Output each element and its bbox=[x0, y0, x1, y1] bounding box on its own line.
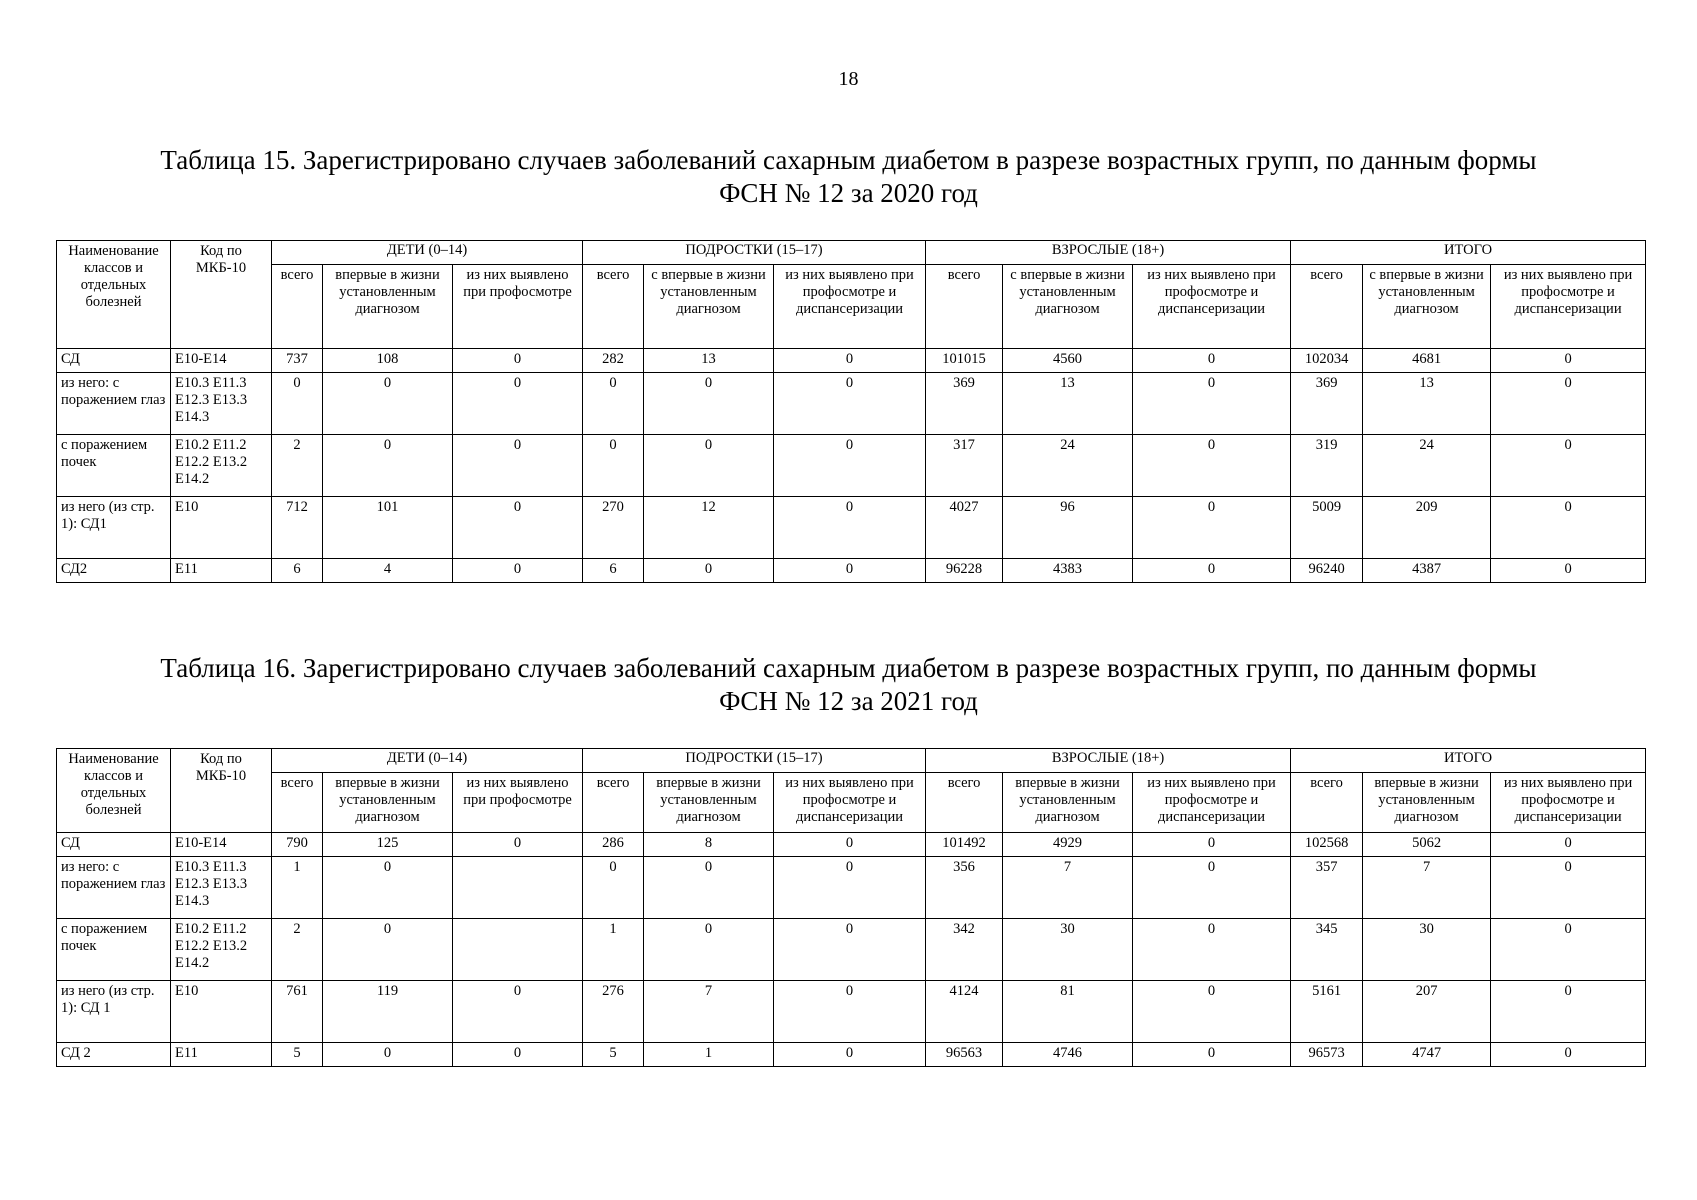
value-cell: 0 bbox=[774, 373, 926, 435]
value-cell: 0 bbox=[644, 373, 774, 435]
value-cell: 1 bbox=[644, 1043, 774, 1067]
value-cell: 101015 bbox=[926, 349, 1003, 373]
value-cell: 0 bbox=[453, 497, 583, 559]
header-code: Код по МКБ-10 bbox=[171, 241, 272, 349]
value-cell: 0 bbox=[323, 919, 453, 981]
subheader-cell: впервые в жизни установленным диагнозом bbox=[1003, 773, 1133, 833]
value-cell: 0 bbox=[774, 981, 926, 1043]
value-cell bbox=[453, 857, 583, 919]
group-adults: ВЗРОСЛЫЕ (18+) bbox=[926, 749, 1291, 773]
table-row bbox=[57, 919, 1646, 981]
value-cell: 2 bbox=[272, 435, 323, 497]
value-cell: 0 bbox=[1491, 349, 1646, 373]
value-cell: 0 bbox=[323, 435, 453, 497]
value-cell: 4027 bbox=[926, 497, 1003, 559]
row-code: E10.3 E11.3 E12.3 E13.3 E14.3 bbox=[171, 373, 272, 435]
value-cell: 0 bbox=[1491, 857, 1646, 919]
value-cell: 286 bbox=[583, 833, 644, 857]
table-row bbox=[57, 559, 1646, 583]
group-total: ИТОГО bbox=[1291, 749, 1646, 773]
value-cell: 4747 bbox=[1363, 1043, 1491, 1067]
value-cell: 125 bbox=[323, 833, 453, 857]
value-cell: 319 bbox=[1291, 435, 1363, 497]
value-cell: 96563 bbox=[926, 1043, 1003, 1067]
value-cell: 0 bbox=[323, 373, 453, 435]
value-cell: 5161 bbox=[1291, 981, 1363, 1043]
value-cell: 0 bbox=[1133, 559, 1291, 583]
row-code: E10 bbox=[171, 981, 272, 1043]
row-name: СД bbox=[57, 349, 171, 373]
value-cell: 4124 bbox=[926, 981, 1003, 1043]
subheader-cell: из них выявлено при профосмотре и диспансеризации bbox=[774, 265, 926, 349]
subheader-cell: впервые в жизни установленным диагнозом bbox=[1363, 773, 1491, 833]
value-cell: 30 bbox=[1363, 919, 1491, 981]
value-cell: 5062 bbox=[1363, 833, 1491, 857]
value-cell: 13 bbox=[1003, 373, 1133, 435]
subheader-cell: всего bbox=[926, 773, 1003, 833]
value-cell: 0 bbox=[323, 857, 453, 919]
table-15 bbox=[56, 240, 1646, 583]
subheader-cell: всего bbox=[272, 773, 323, 833]
table-row bbox=[57, 497, 1646, 559]
table-16 bbox=[56, 748, 1646, 1067]
value-cell: 6 bbox=[583, 559, 644, 583]
value-cell: 0 bbox=[272, 373, 323, 435]
value-cell: 276 bbox=[583, 981, 644, 1043]
value-cell: 119 bbox=[323, 981, 453, 1043]
row-code: E10.2 E11.2 E12.2 E13.2 E14.2 bbox=[171, 919, 272, 981]
value-cell: 0 bbox=[1133, 1043, 1291, 1067]
value-cell: 317 bbox=[926, 435, 1003, 497]
table-16-title-line2: ФСН № 12 за 2021 год bbox=[719, 686, 978, 716]
value-cell: 96 bbox=[1003, 497, 1133, 559]
value-cell: 0 bbox=[774, 497, 926, 559]
value-cell: 0 bbox=[1133, 497, 1291, 559]
subheader-cell: из них выявлено при профосмотре и диспансеризации bbox=[1491, 265, 1646, 349]
table-row bbox=[57, 981, 1646, 1043]
subheader-cell: впервые в жизни установленным диагнозом bbox=[323, 265, 453, 349]
value-cell: 0 bbox=[453, 981, 583, 1043]
value-cell: 102034 bbox=[1291, 349, 1363, 373]
row-code: E11 bbox=[171, 559, 272, 583]
subheader-cell: из них выявлено при профосмотре bbox=[453, 265, 583, 349]
value-cell: 342 bbox=[926, 919, 1003, 981]
value-cell: 30 bbox=[1003, 919, 1133, 981]
value-cell: 0 bbox=[1133, 833, 1291, 857]
value-cell: 96228 bbox=[926, 559, 1003, 583]
subheader-cell: из них выявлено при профосмотре и диспансеризации bbox=[774, 773, 926, 833]
value-cell: 81 bbox=[1003, 981, 1133, 1043]
value-cell: 5009 bbox=[1291, 497, 1363, 559]
subheader-cell: из них выявлено при профосмотре и диспансеризации bbox=[1491, 773, 1646, 833]
table-15-title bbox=[100, 144, 1597, 210]
value-cell: 0 bbox=[774, 1043, 926, 1067]
subheader-cell: с впервые в жизни установленным диагнозом bbox=[1363, 265, 1491, 349]
subheader-cell: с впервые в жизни установленным диагнозом bbox=[1003, 265, 1133, 349]
value-cell: 101 bbox=[323, 497, 453, 559]
table-row bbox=[57, 1043, 1646, 1067]
value-cell: 0 bbox=[1133, 349, 1291, 373]
row-code: E11 bbox=[171, 1043, 272, 1067]
value-cell: 24 bbox=[1363, 435, 1491, 497]
value-cell: 0 bbox=[583, 857, 644, 919]
value-cell: 12 bbox=[644, 497, 774, 559]
value-cell: 96573 bbox=[1291, 1043, 1363, 1067]
value-cell: 369 bbox=[1291, 373, 1363, 435]
value-cell: 1 bbox=[583, 919, 644, 981]
subheader-cell: из них выявлено при профосмотре bbox=[453, 773, 583, 833]
value-cell: 0 bbox=[1491, 497, 1646, 559]
value-cell: 0 bbox=[1133, 919, 1291, 981]
value-cell: 0 bbox=[644, 435, 774, 497]
value-cell: 24 bbox=[1003, 435, 1133, 497]
row-code: E10 bbox=[171, 497, 272, 559]
group-adults: ВЗРОСЛЫЕ (18+) bbox=[926, 241, 1291, 265]
value-cell: 209 bbox=[1363, 497, 1491, 559]
value-cell: 7 bbox=[644, 981, 774, 1043]
value-cell: 0 bbox=[1133, 373, 1291, 435]
subheader-cell: всего bbox=[1291, 265, 1363, 349]
table-row bbox=[57, 857, 1646, 919]
value-cell: 102568 bbox=[1291, 833, 1363, 857]
subheader-cell: впервые в жизни установленным диагнозом bbox=[323, 773, 453, 833]
value-cell: 2 bbox=[272, 919, 323, 981]
value-cell: 369 bbox=[926, 373, 1003, 435]
value-cell: 0 bbox=[583, 435, 644, 497]
value-cell: 0 bbox=[1133, 981, 1291, 1043]
value-cell: 790 bbox=[272, 833, 323, 857]
value-cell: 0 bbox=[1491, 833, 1646, 857]
value-cell: 0 bbox=[774, 833, 926, 857]
value-cell: 0 bbox=[774, 919, 926, 981]
value-cell: 712 bbox=[272, 497, 323, 559]
value-cell: 0 bbox=[1491, 373, 1646, 435]
subheader-cell: из них выявлено при профосмотре и диспансеризации bbox=[1133, 265, 1291, 349]
value-cell: 0 bbox=[1491, 1043, 1646, 1067]
value-cell: 13 bbox=[1363, 373, 1491, 435]
value-cell: 5 bbox=[583, 1043, 644, 1067]
group-total: ИТОГО bbox=[1291, 241, 1646, 265]
value-cell: 108 bbox=[323, 349, 453, 373]
row-name: СД bbox=[57, 833, 171, 857]
row-code: E10-E14 bbox=[171, 833, 272, 857]
value-cell: 0 bbox=[453, 833, 583, 857]
value-cell: 0 bbox=[453, 435, 583, 497]
value-cell: 0 bbox=[1491, 919, 1646, 981]
table-15-title-line1: Таблица 15. Зарегистрировано случаев заболеваний сахарным диабетом в разрезе возрастных групп, по данным формы bbox=[160, 145, 1537, 175]
value-cell: 7 bbox=[1363, 857, 1491, 919]
value-cell: 357 bbox=[1291, 857, 1363, 919]
value-cell: 345 bbox=[1291, 919, 1363, 981]
value-cell: 0 bbox=[1491, 559, 1646, 583]
group-children: ДЕТИ (0–14) bbox=[272, 749, 583, 773]
row-name: из него: с поражением глаз bbox=[57, 857, 171, 919]
value-cell: 0 bbox=[1491, 981, 1646, 1043]
subheader-cell: всего bbox=[1291, 773, 1363, 833]
value-cell: 7 bbox=[1003, 857, 1133, 919]
value-cell: 96240 bbox=[1291, 559, 1363, 583]
value-cell: 5 bbox=[272, 1043, 323, 1067]
value-cell: 0 bbox=[1133, 857, 1291, 919]
value-cell: 4929 bbox=[1003, 833, 1133, 857]
value-cell: 0 bbox=[453, 349, 583, 373]
value-cell: 270 bbox=[583, 497, 644, 559]
table-row bbox=[57, 435, 1646, 497]
table-15-title-line2: ФСН № 12 за 2020 год bbox=[719, 178, 978, 208]
row-name: из него: с поражением глаз bbox=[57, 373, 171, 435]
row-name: СД 2 bbox=[57, 1043, 171, 1067]
value-cell: 0 bbox=[453, 1043, 583, 1067]
value-cell: 4387 bbox=[1363, 559, 1491, 583]
header-name: Наименование классов и отдельных болезней bbox=[57, 241, 171, 349]
group-teens: ПОДРОСТКИ (15–17) bbox=[583, 241, 926, 265]
value-cell: 0 bbox=[644, 559, 774, 583]
value-cell: 8 bbox=[644, 833, 774, 857]
subheader-cell: из них выявлено при профосмотре и диспансеризации bbox=[1133, 773, 1291, 833]
header-code: Код по МКБ-10 bbox=[171, 749, 272, 833]
table-row bbox=[57, 349, 1646, 373]
row-code: E10.2 E11.2 E12.2 E13.2 E14.2 bbox=[171, 435, 272, 497]
subheader-cell: всего bbox=[272, 265, 323, 349]
row-name: с поражением почек bbox=[57, 919, 171, 981]
value-cell: 0 bbox=[453, 373, 583, 435]
row-name: с поражением почек bbox=[57, 435, 171, 497]
row-name: из него (из стр. 1): СД1 bbox=[57, 497, 171, 559]
table-16-title-line1: Таблица 16. Зарегистрировано случаев заболеваний сахарным диабетом в разрезе возрастных групп, по данным формы bbox=[160, 653, 1537, 683]
value-cell: 0 bbox=[774, 857, 926, 919]
value-cell: 0 bbox=[644, 919, 774, 981]
value-cell: 0 bbox=[644, 857, 774, 919]
row-code: E10-E14 bbox=[171, 349, 272, 373]
value-cell: 6 bbox=[272, 559, 323, 583]
value-cell: 4560 bbox=[1003, 349, 1133, 373]
value-cell: 0 bbox=[323, 1043, 453, 1067]
subheader-cell: всего bbox=[926, 265, 1003, 349]
subheader-cell: впервые в жизни установленным диагнозом bbox=[644, 773, 774, 833]
value-cell: 13 bbox=[644, 349, 774, 373]
page-number: 18 bbox=[838, 68, 859, 90]
value-cell: 0 bbox=[774, 349, 926, 373]
subheader-cell: всего bbox=[583, 265, 644, 349]
value-cell: 761 bbox=[272, 981, 323, 1043]
group-teens: ПОДРОСТКИ (15–17) bbox=[583, 749, 926, 773]
value-cell: 0 bbox=[583, 373, 644, 435]
value-cell: 282 bbox=[583, 349, 644, 373]
row-name: из него (из стр. 1): СД 1 bbox=[57, 981, 171, 1043]
subheader-cell: с впервые в жизни установленным диагнозом bbox=[644, 265, 774, 349]
value-cell: 4681 bbox=[1363, 349, 1491, 373]
value-cell: 0 bbox=[774, 435, 926, 497]
table-row bbox=[57, 373, 1646, 435]
table-16-title bbox=[100, 652, 1597, 718]
value-cell: 0 bbox=[453, 559, 583, 583]
value-cell: 101492 bbox=[926, 833, 1003, 857]
value-cell: 4383 bbox=[1003, 559, 1133, 583]
value-cell: 737 bbox=[272, 349, 323, 373]
value-cell: 4746 bbox=[1003, 1043, 1133, 1067]
value-cell: 356 bbox=[926, 857, 1003, 919]
table-row bbox=[57, 833, 1646, 857]
subheader-cell: всего bbox=[583, 773, 644, 833]
value-cell: 207 bbox=[1363, 981, 1491, 1043]
value-cell: 4 bbox=[323, 559, 453, 583]
row-name: СД2 bbox=[57, 559, 171, 583]
value-cell: 0 bbox=[1491, 435, 1646, 497]
value-cell: 0 bbox=[774, 559, 926, 583]
value-cell: 0 bbox=[1133, 435, 1291, 497]
value-cell bbox=[453, 919, 583, 981]
value-cell: 1 bbox=[272, 857, 323, 919]
row-code: E10.3 E11.3 E12.3 E13.3 E14.3 bbox=[171, 857, 272, 919]
group-children: ДЕТИ (0–14) bbox=[272, 241, 583, 265]
header-name: Наименование классов и отдельных болезней bbox=[57, 749, 171, 833]
